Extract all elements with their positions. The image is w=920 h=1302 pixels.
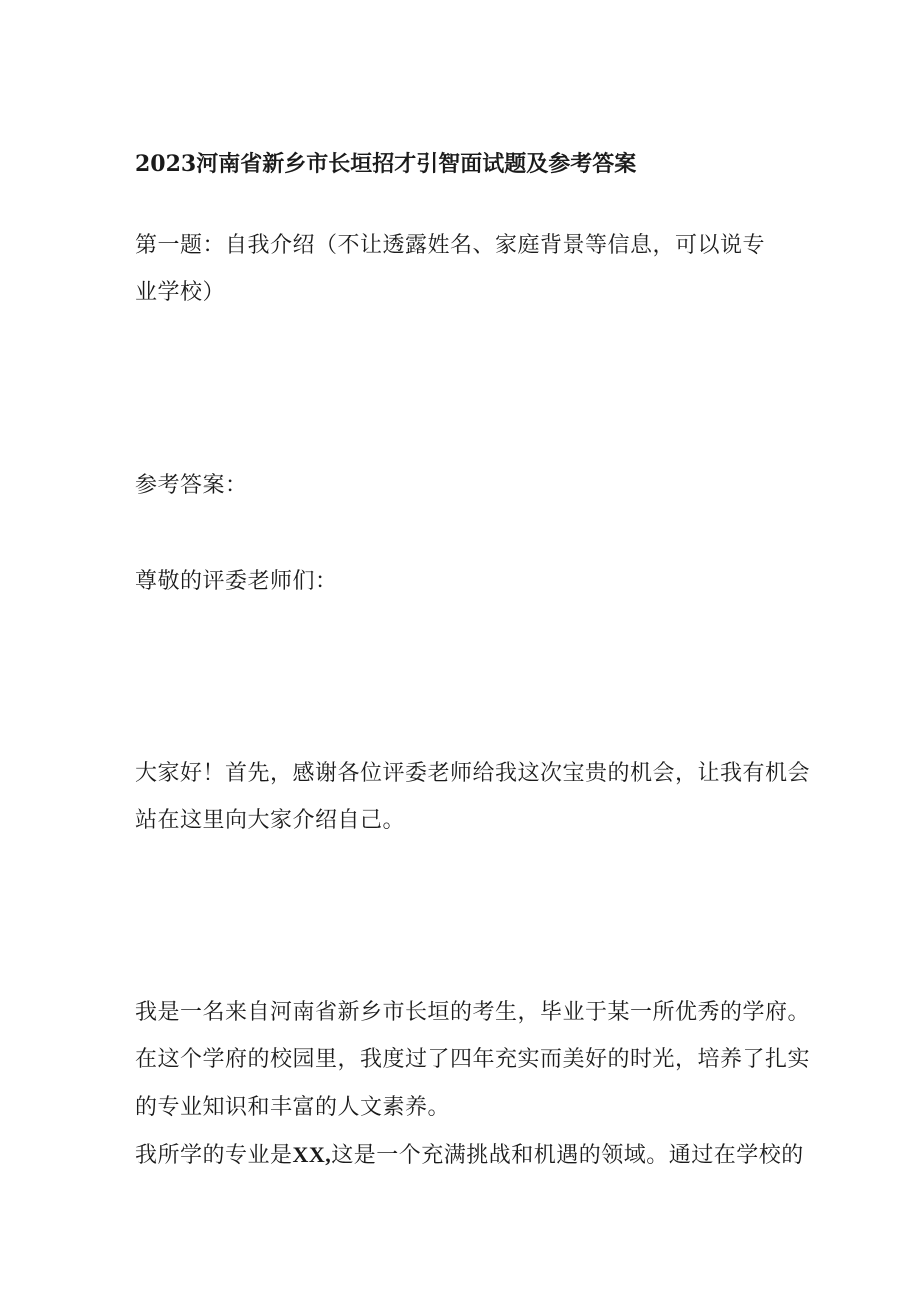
paragraph-2-line-3: 的专业知识和丰富的人文素养。	[135, 1095, 451, 1120]
paragraph-2-line-2: 在这个学府的校园里，我度过了四年充实而美好的时光，培养了扎实	[135, 1047, 811, 1072]
major-placeholder: XX,	[292, 1142, 332, 1167]
paragraph-1-line-2: 站在这里向大家介绍自己。	[135, 808, 406, 833]
question-line-2: 业学校）	[135, 280, 226, 305]
paragraph-3-line-1	[135, 1139, 804, 1172]
paragraph-3-suffix: 这是一个充满挑战和机遇的领域。通过在学校的	[331, 1143, 804, 1168]
paragraph-3-prefix: 我所学的专业是	[135, 1143, 293, 1168]
paragraph-1-line-1: 大家好！首先，感谢各位评委老师给我这次宝贵的机会，让我有机会	[135, 761, 811, 786]
answer-label: 参考答案：	[135, 473, 248, 498]
question-line-1: 第一题：自我介绍（不让透露姓名、家庭背景等信息，可以说专	[135, 233, 766, 258]
paragraph-2-line-1: 我是一名来自河南省新乡市长垣的考生，毕业于某一所优秀的学府。	[135, 1000, 811, 1025]
document-title: 2023河南省新乡市长垣招才引智面试题及参考答案	[135, 151, 637, 177]
greeting: 尊敬的评委老师们：	[135, 569, 338, 594]
